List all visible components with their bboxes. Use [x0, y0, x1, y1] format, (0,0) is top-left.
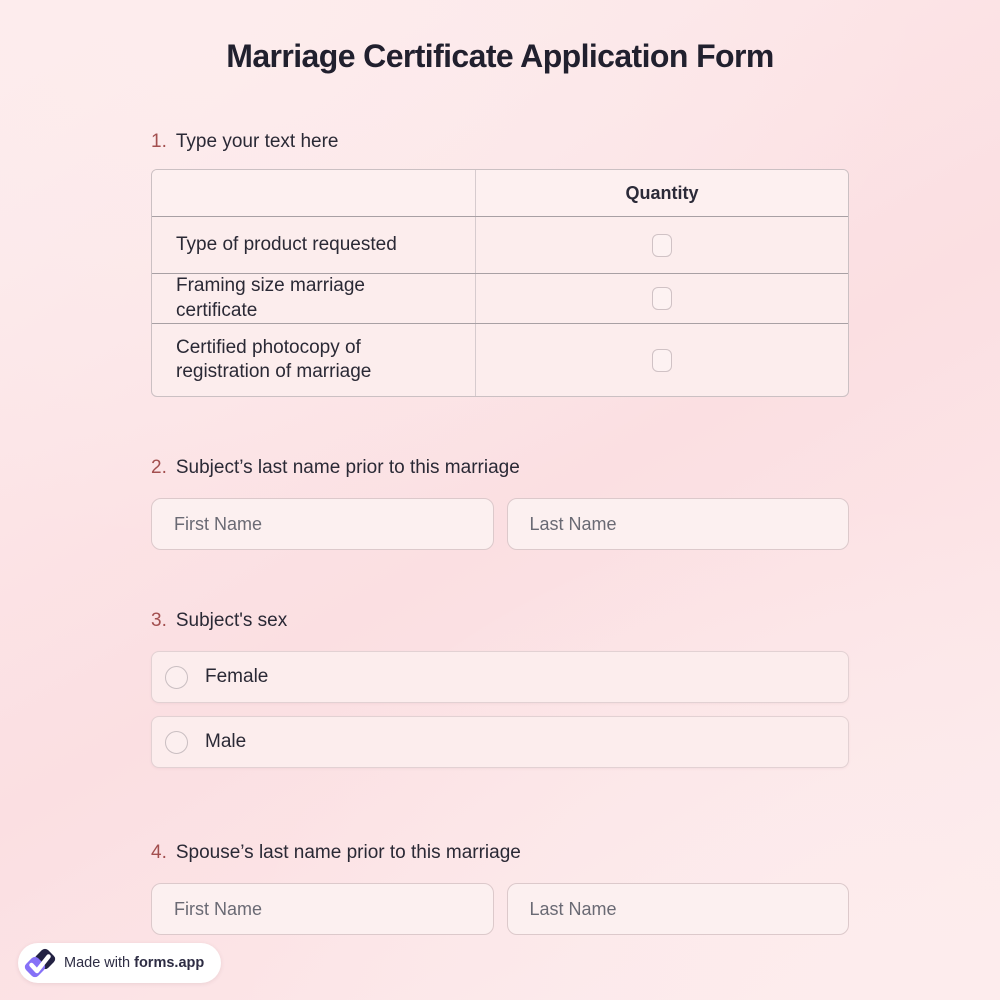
- quantity-column-header: Quantity: [625, 182, 699, 203]
- question-4-fields: [151, 883, 849, 935]
- question-3-options: [151, 651, 849, 768]
- form-container: [151, 0, 849, 935]
- quantity-input[interactable]: [652, 287, 672, 310]
- radio-button-icon: [165, 731, 188, 754]
- quantity-table: [151, 169, 849, 397]
- made-with-badge[interactable]: [18, 943, 221, 983]
- question-4-label: [151, 842, 849, 864]
- table-row-label: Type of product requested: [152, 217, 476, 273]
- question-4: [151, 842, 849, 935]
- question-4-text: Spouse’s last name prior to this marriage: [175, 842, 521, 863]
- badge-brand: forms.app: [134, 955, 205, 971]
- question-2: [151, 457, 849, 550]
- table-row-label: Certified photocopy of registration of marriage: [152, 324, 476, 396]
- question-1-text: Type your text here: [175, 131, 339, 152]
- question-2-label: [151, 457, 849, 479]
- table-header-empty-cell: [152, 170, 476, 216]
- table-row: [152, 323, 848, 396]
- question-4-number: 4.: [151, 842, 167, 863]
- radio-option-male[interactable]: [151, 716, 849, 768]
- question-3-label: [151, 610, 849, 632]
- formsapp-logo-icon: [23, 946, 57, 980]
- question-3: [151, 610, 849, 768]
- first-name-input[interactable]: [151, 883, 494, 935]
- question-2-text: Subject’s last name prior to this marriage: [175, 457, 520, 478]
- radio-option-label: Male: [205, 731, 247, 752]
- question-3-number: 3.: [151, 610, 167, 631]
- quantity-input[interactable]: [652, 234, 672, 257]
- first-name-input[interactable]: [151, 498, 494, 550]
- last-name-input[interactable]: [507, 498, 850, 550]
- table-row: [152, 216, 848, 273]
- badge-prefix: Made with: [64, 955, 131, 971]
- table-header-row: [152, 170, 848, 216]
- question-2-fields: [151, 498, 849, 550]
- question-1: [151, 131, 849, 397]
- question-3-text: Subject's sex: [175, 610, 288, 631]
- question-1-label: [151, 131, 849, 153]
- radio-option-female[interactable]: [151, 651, 849, 703]
- table-row: [152, 273, 848, 323]
- radio-button-icon: [165, 666, 188, 689]
- table-row-label: Framing size marriage certificate: [152, 274, 476, 323]
- question-2-number: 2.: [151, 457, 167, 478]
- badge-text: [64, 955, 204, 971]
- table-row-quantity-cell: [476, 217, 848, 273]
- table-row-quantity-cell: [476, 274, 848, 323]
- quantity-input[interactable]: [652, 349, 672, 372]
- page-title: Marriage Certificate Application Form: [226, 38, 774, 74]
- radio-option-label: Female: [205, 666, 269, 687]
- table-row-quantity-cell: [476, 324, 848, 396]
- last-name-input[interactable]: [507, 883, 850, 935]
- question-1-number: 1.: [151, 131, 167, 152]
